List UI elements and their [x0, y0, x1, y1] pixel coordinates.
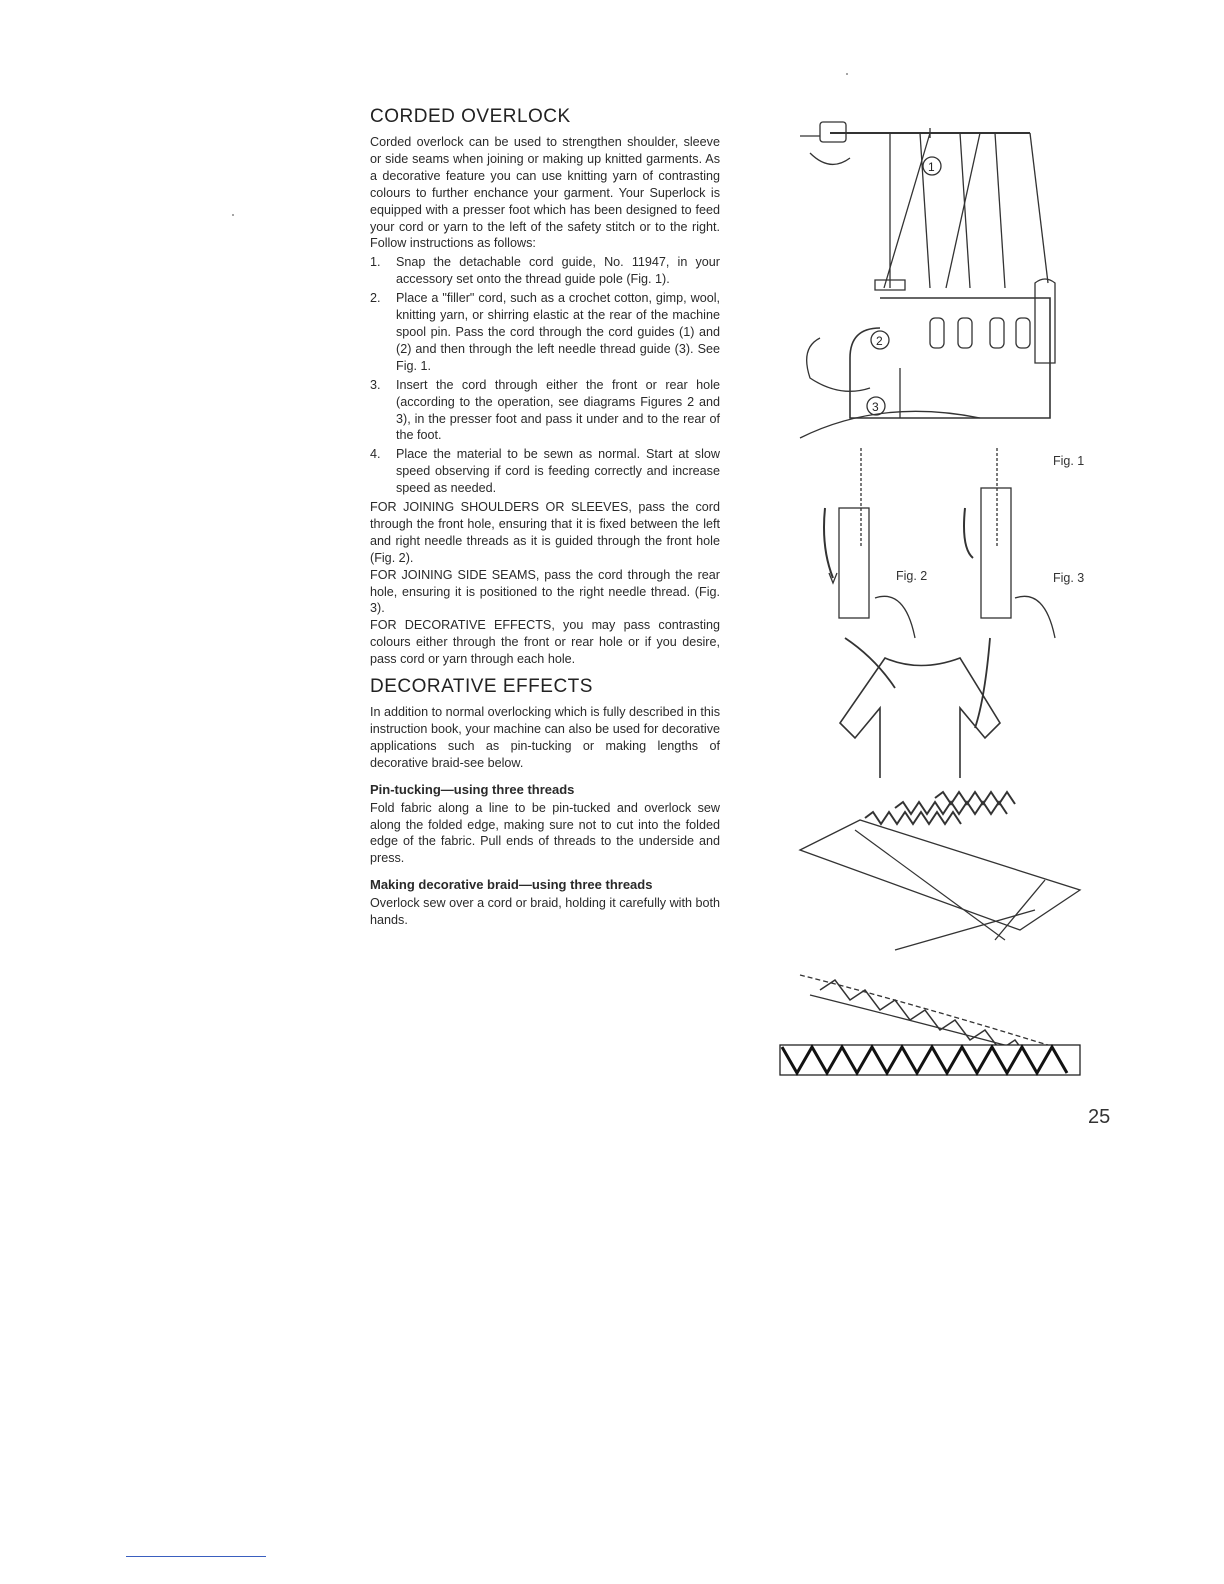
pin-tucking-text: Fold fabric along a line to be pin-tucked and overlock sew along the folded edge, making sure not to cut into the folded edge of the fabric. Pull ends of threads to the underside and press. — [370, 800, 720, 866]
decorative-intro: In addition to normal overlocking which is fully described in this instruction book, your machine can also be used for decorative applications such as pin-tucking or making lengths of decorative braid-see below. — [370, 705, 720, 770]
shoulders-paragraph: FOR JOINING SHOULDERS OR SLEEVES, pass the cord through the front hole, ensuring that it is fixed between the left and right needle threads as it is guided through the front hole (Fig. 2). — [370, 500, 720, 565]
scan-speck — [846, 73, 848, 75]
text-column — [370, 106, 720, 929]
steps-list — [370, 254, 720, 497]
step-item: 2. Place a "filler" cord, such as a crochet cotton, gimp, wool, knitting yarn, or shirring elastic at the rear of the machine spool pin. Pass the cord through the cord guides (1) and (2) and then through the left needle thread guide (3). See Fig. 1. — [370, 291, 720, 373]
step-item: 4. Place the material to be sewn as normal. Start at slow speed observing if cord is feeding correctly and increase speed as needed. — [370, 447, 720, 496]
fig1-machine-illustration — [780, 108, 1080, 448]
machine-body — [850, 298, 1050, 418]
shirt-illustration — [840, 658, 1000, 778]
braid-illustration — [770, 965, 1100, 1090]
step-item: 1. Snap the detachable cord guide, No. 11947, in your accessory set onto the thread guide pole (Fig. 1). — [370, 255, 720, 287]
footer-rule — [126, 1556, 266, 1557]
corded-intro: Corded overlock can be used to strengthen shoulder, sleeve or side seams when joining or making up knitted garments. As a decorative feature you can use knitting yarn of contrasting colours to further enchance your garment. Your Superlock is equipped with a presser foot which has been designed to feed your cord or yarn to the left of the safety stitch or to the right. Follow instructions as follows: — [370, 135, 720, 251]
fig2-label: Fig. 2 — [896, 569, 928, 583]
pin-tucking-illustration — [795, 790, 1085, 960]
decorative-paragraph: FOR DECORATIVE EFFECTS, you may pass contrasting colours either through the front or rear hole or if you desire, pass cord or yarn through each hole. — [370, 618, 720, 667]
step-item: 3. Insert the cord through either the front or rear hole (according to the operation, see diagrams Figures 2 and 3), in the presser foot and pass it under and to the rear of the foot. — [370, 377, 720, 443]
page-number: 25 — [1088, 1106, 1111, 1128]
scan-speck — [232, 214, 234, 216]
decorative-effects-section — [370, 676, 720, 929]
braid-text: Overlock sew over a cord or braid, holding it carefully with both hands. — [370, 896, 720, 928]
corded-overlock-heading: CORDED OVERLOCK — [370, 106, 571, 127]
callout-3: 3 — [872, 400, 879, 414]
side-seams-paragraph: FOR JOINING SIDE SEAMS, pass the cord through the rear hole, ensuring it is positioned to the right needle thread. (Fig. 3). — [370, 567, 720, 616]
fig1-label: Fig. 1 — [1053, 454, 1085, 468]
callout-1: 1 — [928, 160, 935, 174]
pin-tucking-heading: Pin-tucking—using three threads — [370, 781, 575, 797]
decorative-effects-heading: DECORATIVE EFFECTS — [370, 676, 593, 698]
braid-heading: Making decorative braid—using three threads — [370, 877, 653, 893]
callout-2: 2 — [876, 334, 883, 348]
pin-tuck-stitches — [865, 792, 1015, 824]
fig3-presser-foot — [981, 488, 1011, 618]
fig2-fig3-illustration — [815, 448, 1075, 778]
fig3-label: Fig. 3 — [1053, 571, 1085, 585]
fig2-presser-foot — [839, 508, 869, 618]
